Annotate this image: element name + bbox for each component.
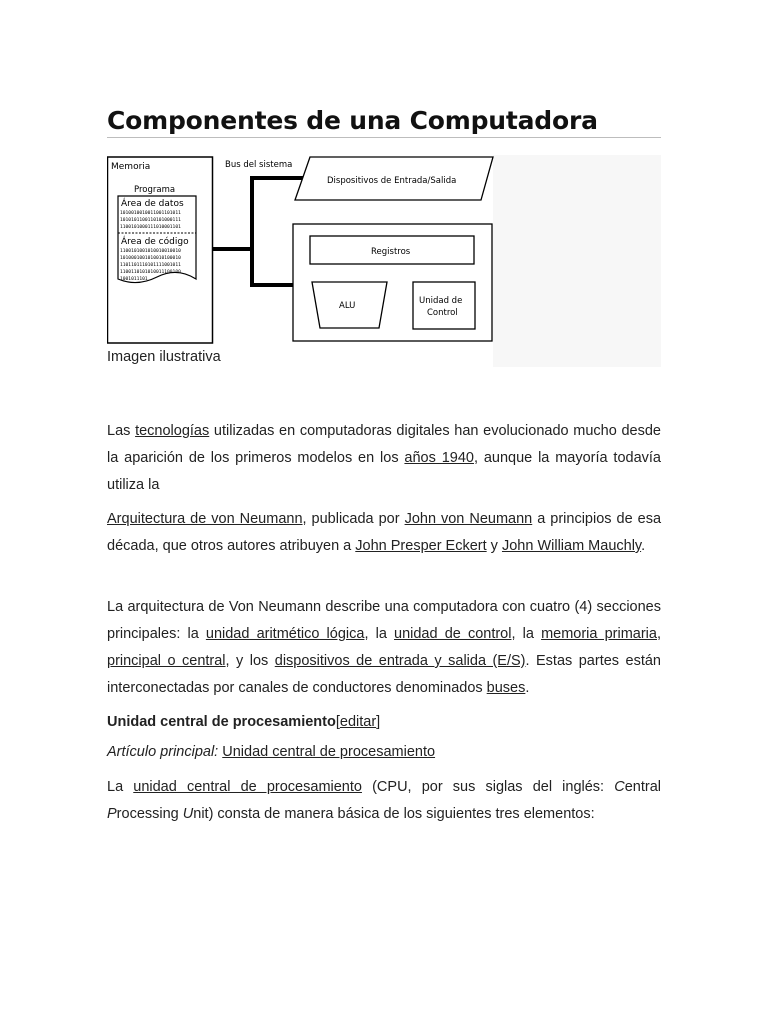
link-unidad-central[interactable]: unidad central de procesamiento [133, 779, 362, 795]
text: La arquitectura de Von Neumann describe una computadora con cuatro (4) secciones principales: la [107, 599, 661, 642]
text: , y los [225, 653, 275, 669]
section-heading-text: Unidad central de procesamiento [107, 714, 336, 730]
von-neumann-diagram [107, 155, 661, 367]
link-arquitectura-von-neumann[interactable]: Arquitectura de von Neumann [107, 511, 303, 527]
memory-label: Memoria [111, 162, 151, 172]
link-unidad-aritmetico-logica[interactable]: unidad aritmético lógica [205, 626, 365, 642]
main-article-label: Artículo principal: [107, 744, 219, 760]
svg-text:1001011101: 1001011101 [120, 277, 148, 282]
paragraph-von-neumann [107, 506, 661, 560]
text: . [641, 538, 646, 554]
registers-label: Registros [371, 247, 411, 257]
data-area-bits [120, 210, 181, 230]
text: [ [335, 714, 340, 730]
paragraph-intro [107, 418, 661, 499]
section-heading [107, 709, 661, 736]
main-article-note [107, 739, 661, 766]
link-anos-1940[interactable]: años 1940 [404, 450, 474, 466]
text: nit) consta de manera básica de los siguientes tres elementos: [193, 806, 595, 822]
svg-text:1010001001010010100010: 1010001001010010100010 [120, 256, 181, 261]
link-tecnologias[interactable]: tecnologías [135, 423, 210, 439]
link-memoria-primaria[interactable]: memoria primaria, principal o central [107, 626, 661, 669]
svg-text:1101101110101111001011: 1101101110101111001011 [120, 263, 181, 268]
link-john-william-mauchly[interactable]: John William Mauchly [501, 538, 642, 554]
program-label: Programa [134, 185, 176, 195]
link-john-presper-eckert[interactable]: John Presper Eckert [355, 538, 487, 554]
text: y [486, 538, 502, 554]
text: , aunque la mayoría todavía utiliza la [107, 450, 661, 493]
text: ] [376, 714, 381, 730]
text: , la [511, 626, 542, 642]
text: C [614, 779, 625, 795]
svg-text:1010101100110101000111: 1010101100110101000111 [120, 218, 181, 223]
svg-text:1100110101010011100100: 1100110101010011100100 [120, 270, 181, 275]
text: , la [364, 626, 395, 642]
text: a principios de esa década, que otros autores atribuyen a [107, 511, 662, 554]
edit-link[interactable]: editar [339, 714, 377, 730]
io-label: Dispositivos de Entrada/Salida [327, 176, 457, 186]
text: rocessing [116, 806, 183, 822]
text: . [525, 680, 530, 696]
link-dispositivos-es[interactable]: dispositivos de entrada y salida (E/S) [274, 653, 526, 669]
svg-text:1010010010011001101011: 1010010010011001101011 [120, 211, 181, 216]
link-unidad-de-control[interactable]: unidad de control [394, 626, 512, 642]
text: . Estas partes están interconectadas por canales de conductores denominados [107, 653, 661, 696]
figure-caption: Imagen ilustrativa [107, 349, 221, 365]
text: P [107, 806, 117, 822]
control-label-1: Unidad de [419, 296, 463, 306]
paragraph-cpu [107, 774, 661, 828]
text: (CPU, por sus siglas del inglés: [361, 779, 615, 795]
bus-label: Bus del sistema [225, 160, 293, 170]
architecture-figure [107, 155, 661, 367]
paragraph-architecture [107, 594, 661, 702]
alu-label: ALU [339, 301, 356, 311]
code-area-label: Área de código [121, 237, 189, 247]
link-main-article[interactable]: Unidad central de procesamiento [222, 744, 436, 760]
text: U [182, 806, 194, 822]
text: entral [624, 779, 661, 795]
text: Las [107, 423, 136, 439]
link-john-von-neumann[interactable]: John von Neumann [404, 511, 533, 527]
text: utilizadas en computadoras digitales han evolucionado mucho desde la aparición de los primeros modelos en los [107, 423, 661, 466]
page-title: Componentes de una Computadora [107, 106, 661, 138]
svg-text:1100101001010010010010: 1100101001010010010010 [120, 249, 181, 254]
link-buses[interactable]: buses [486, 680, 526, 696]
control-label-2: Control [427, 308, 458, 318]
text: La [107, 779, 134, 795]
text: , publicada por [302, 511, 405, 527]
svg-text:1100101000111010001101: 1100101000111010001101 [120, 225, 181, 230]
data-area-label: Área de datos [121, 199, 184, 209]
